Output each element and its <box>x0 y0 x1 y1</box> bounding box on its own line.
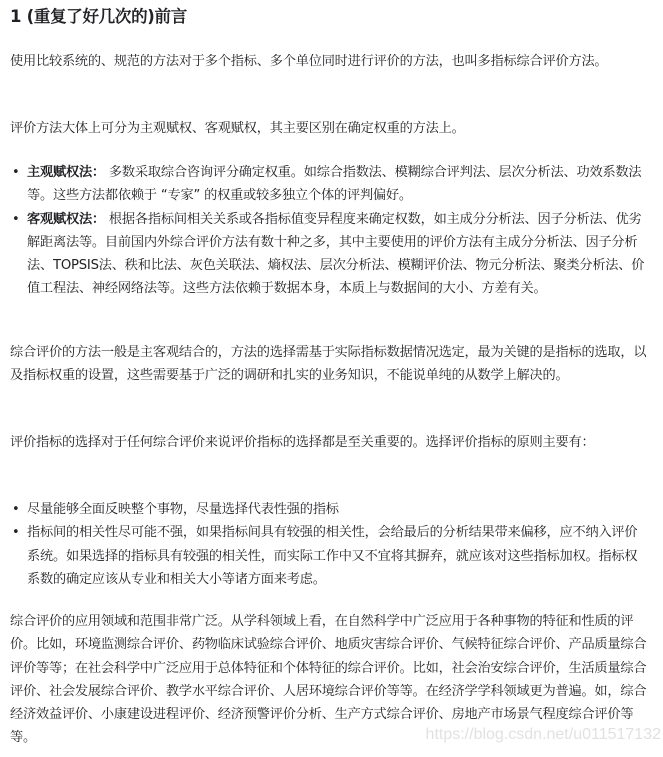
bullet-icon: • <box>12 165 20 180</box>
weight-methods-list <box>10 161 650 301</box>
principles-list <box>10 498 650 591</box>
principle-text: 尽量能够全面反映整个事物，尽量选择代表性强的指标 <box>27 502 339 517</box>
list-item-subjective <box>10 161 650 208</box>
watermark: https://blog.csdn.net/u011517132 <box>425 726 661 743</box>
term-description: 多数采取综合咨询评分确定权重。如综合指数法、模糊综合评判法、层次分析法、功效系数法等。这些方法都依赖于 “专家” 的权重或较多独立个体的评判偏好。 <box>27 165 642 204</box>
bullet-icon: • <box>12 525 20 541</box>
section-heading: 1 (重复了好几次的)前言 <box>10 7 187 26</box>
term-label: 主观赋权法： <box>27 165 105 180</box>
list-item-principle <box>10 521 650 591</box>
list-item-principle <box>10 498 650 521</box>
bullet-icon: • <box>12 211 20 227</box>
term-description: 根据各指标间相关关系或各指标值变异程度来确定权数，如主成分分析法、因子分析法、优劣解距离法等。目前国内外综合评价方法有数十种之多，其中主要使用的评价方法有主成分分析法、因子分析法、TOPSIS法、秩和比法、灰色关联法、熵权法、层次分析法、模糊评价法、物元分析法、聚类分析法、价值工程法、神经网络法等。这些方法依赖于数据本身，本质上与数据间的大小、方差有关。 <box>27 211 645 297</box>
list-item-objective <box>10 208 650 301</box>
intro-paragraph: 使用比较系统的、规范的方法对于多个指标、多个单位同时进行评价的方法，也叫多指标综合评价方法。 <box>10 54 608 69</box>
principle-text: 指标间的相关性尽可能不强，如果指标间具有较强的相关性，会给最后的分析结果带来偏移，应不纳入评价系统。如果选择的指标具有较强的相关性，而实际工作中又不宜将其摒弃，就应该对这些指标加权。指标权系数的确定应该从专业和相关大小等诸方面来考虑。 <box>27 525 638 587</box>
method-combination-paragraph: 综合评价的方法一般是主客观结合的，方法的选择需基于实际指标数据情况选定，最为关键的是指标的选取，以及指标权重的设置，这些需要基于广泛的调研和扎实的业务知识，不能说单纯的从数学上解决的。 <box>10 345 647 384</box>
weighting-overview-paragraph: 评价方法大体上可分为主观赋权、客观赋权，其主要区别在确定权重的方法上。 <box>10 121 465 136</box>
application-fields-paragraph: 综合评价的应用领域和范围非常广泛。从学科领域上看，在自然科学中广泛应用于各种事物的特征和性质的评价。比如，环境监测综合评价、药物临床试验综合评价、地质灾害综合评价、气候特征综合评价、产品质量综合评价等等；在社会科学中广泛应用于总体特征和个体特征的综合评价。比如，社会治安综合评价，生活质量综合评价、社会发展综合评价、教学水平综合评价、人居环境综合评价等等。在经济学学科领域更为普遍。如，综合经济效益评价、小康建设进程评价、经济预警评价分析、生产方式综合评价、房地产市场景气程度综合评价等等。 <box>10 614 647 746</box>
bullet-icon: • <box>12 502 20 517</box>
indicator-selection-paragraph: 评价指标的选择对于任何综合评价来说评价指标的选择都是至关重要的。选择评价指标的原则主要有： <box>10 435 595 450</box>
term-label: 客观赋权法： <box>27 211 105 227</box>
